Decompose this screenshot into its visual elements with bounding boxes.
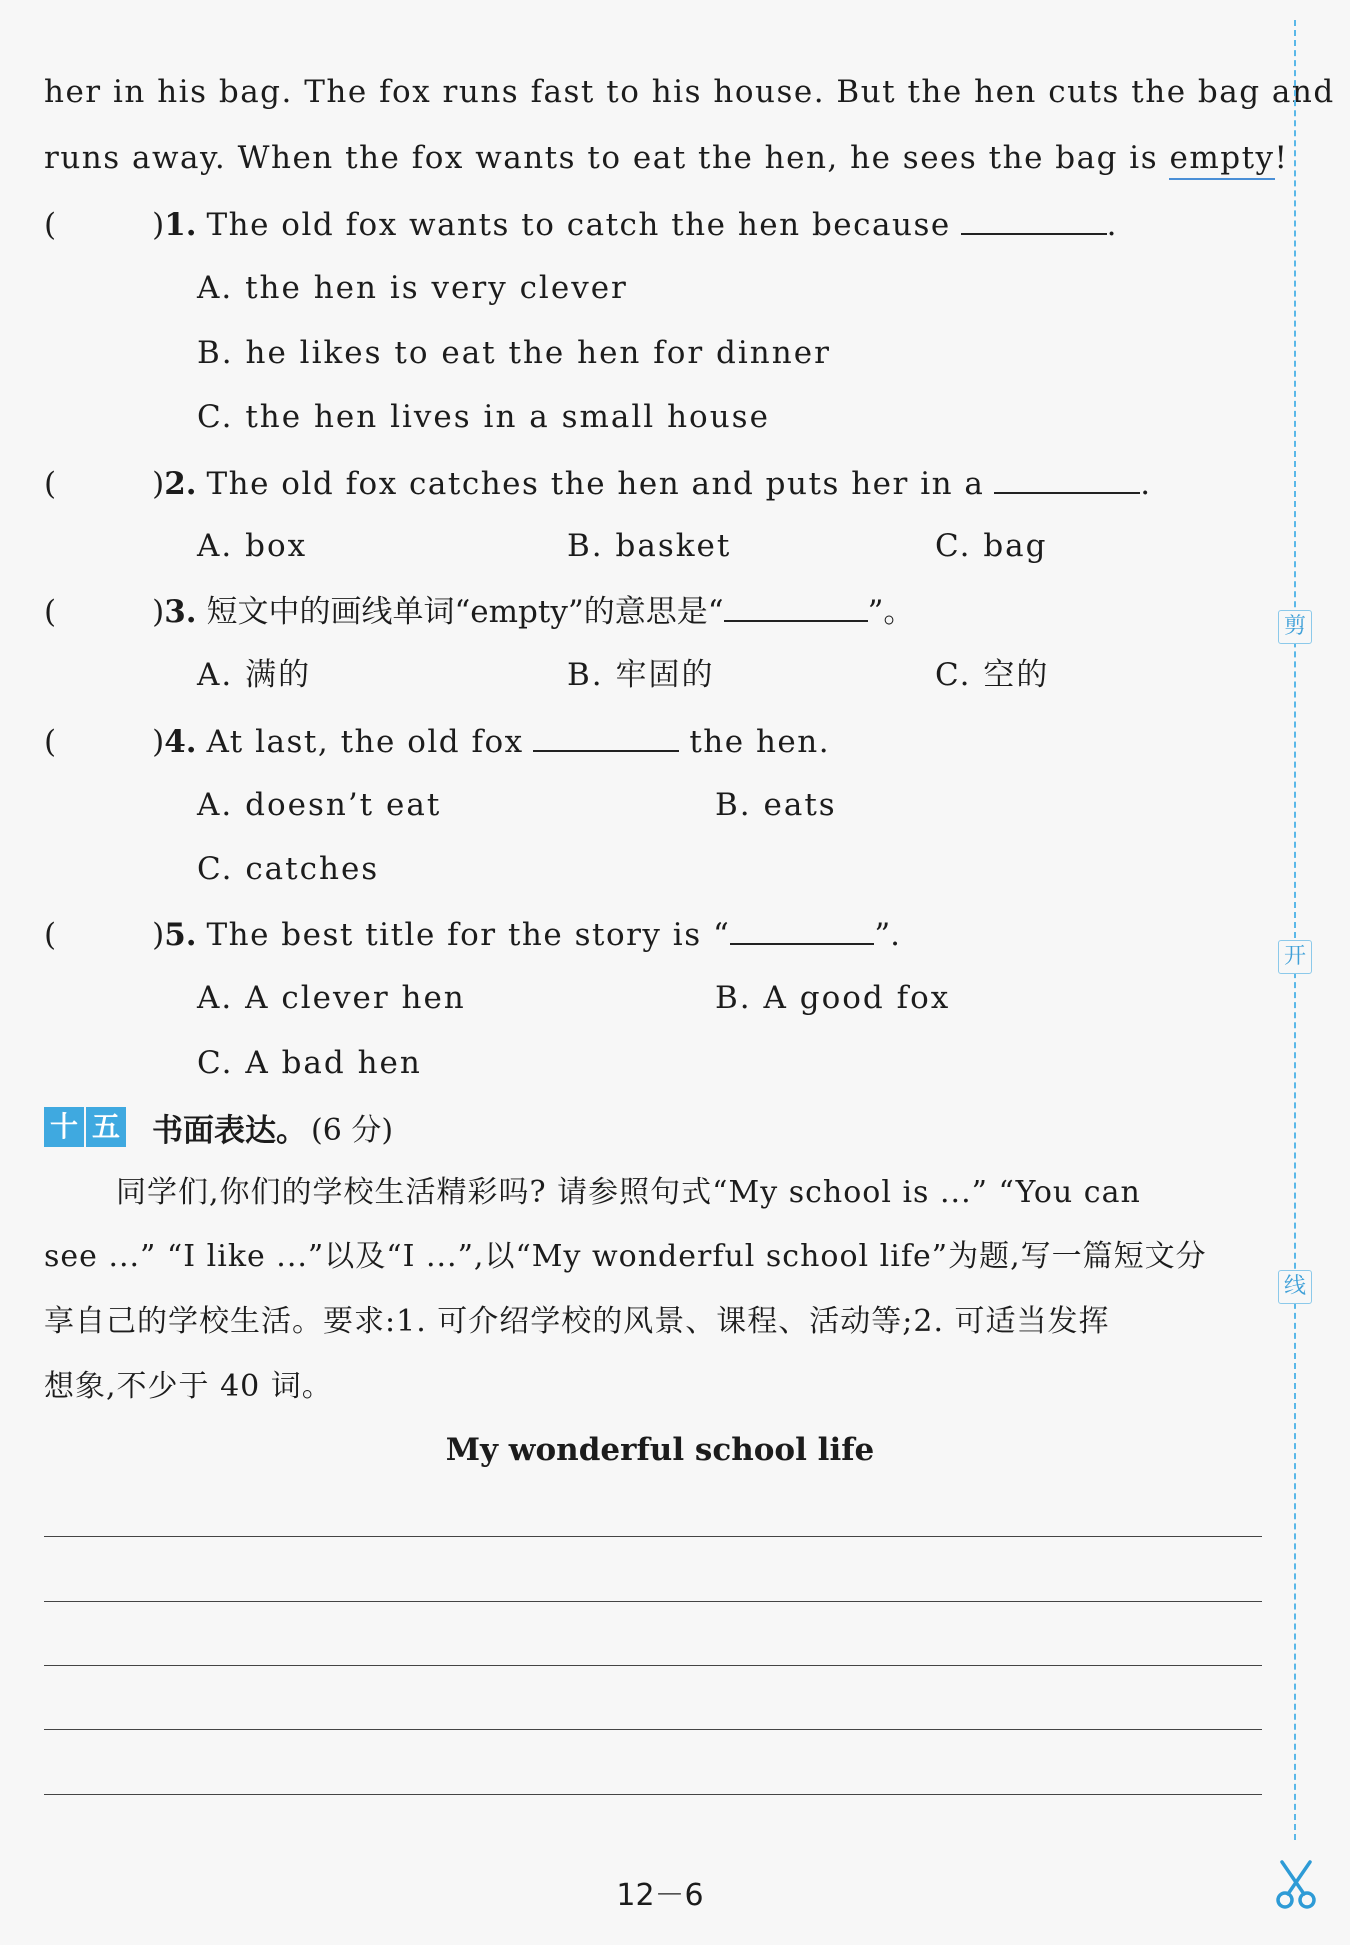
q4-option-c: C. catches — [197, 851, 380, 887]
instruction-line-1: 同学们,你们的学校生活精彩吗? 请参照句式“My school is ...” “You can — [116, 1175, 1141, 1210]
page-number: 12－6 — [616, 1878, 704, 1913]
q3-option-c: C. 空的 — [935, 657, 1050, 693]
cut-label: 剪 — [1278, 610, 1312, 644]
answer-blank[interactable] — [994, 462, 1140, 494]
passage-line-1: her in his bag. The fox runs fast to his house. But the hen cuts the bag and — [44, 74, 1335, 110]
instruction-line-3: 享自己的学校生活。要求:1. 可介绍学校的风景、课程、活动等;2. 可适当发挥 — [44, 1304, 1110, 1339]
passage-line-2: runs away. When the fox wants to eat the hen, he sees the bag is empty! — [44, 138, 1289, 178]
answer-blank[interactable] — [730, 913, 874, 945]
q2-option-c: C. bag — [935, 528, 1048, 564]
section-number-badge: 十 五 — [44, 1107, 128, 1147]
q5-option-c: C. A bad hen — [197, 1045, 422, 1081]
section-score: (6 分) — [311, 1113, 394, 1148]
writing-line[interactable] — [44, 1536, 1262, 1537]
instruction-line-2: see ...” “I like ...”以及“I ...”,以“My wonderful school life”为题,写一篇短文分 — [44, 1239, 1207, 1274]
q4-option-b: B. eats — [715, 787, 837, 823]
writing-line[interactable] — [44, 1794, 1262, 1795]
question-2: ( )2. The old fox catches the hen and puts her in a . — [44, 462, 1150, 504]
section-title: 书面表达。 — [152, 1112, 307, 1149]
instruction-line-4: 想象,不少于 40 词。 — [44, 1369, 333, 1404]
cut-label: 开 — [1278, 940, 1312, 974]
cut-line — [1294, 20, 1296, 1840]
underlined-word-empty: empty — [1169, 140, 1274, 180]
question-4: ( )4. At last, the old fox the hen. — [44, 720, 830, 762]
q1-option-b: B. he likes to eat the hen for dinner — [197, 335, 831, 371]
q5-option-a: A. A clever hen — [197, 980, 466, 1016]
q2-option-a: A. box — [197, 528, 308, 564]
q2-option-b: B. basket — [567, 528, 732, 564]
q1-option-a: A. the hen is very clever — [197, 270, 628, 306]
scissors-icon — [1272, 1858, 1320, 1910]
q3-option-a: A. 满的 — [197, 657, 312, 693]
question-1: ( )1. The old fox wants to catch the hen because . — [44, 203, 1116, 245]
q3-option-b: B. 牢固的 — [567, 657, 715, 693]
writing-line[interactable] — [44, 1665, 1262, 1666]
q5-option-b: B. A good fox — [715, 980, 951, 1016]
cut-label: 线 — [1278, 1270, 1312, 1304]
essay-title: My wonderful school life — [445, 1432, 875, 1468]
answer-blank[interactable] — [724, 590, 868, 622]
q4-option-a: A. doesn’t eat — [197, 787, 442, 823]
question-3: ( )3. 短文中的画线单词“empty”的意思是“ ”。 — [44, 590, 914, 632]
answer-blank[interactable] — [533, 720, 679, 752]
section-15-header — [44, 1107, 393, 1147]
writing-line[interactable] — [44, 1729, 1262, 1730]
writing-line[interactable] — [44, 1601, 1262, 1602]
answer-blank[interactable] — [961, 203, 1107, 235]
q1-option-c: C. the hen lives in a small house — [197, 399, 770, 435]
question-5: ( )5. The best title for the story is “ ”. — [44, 913, 900, 955]
